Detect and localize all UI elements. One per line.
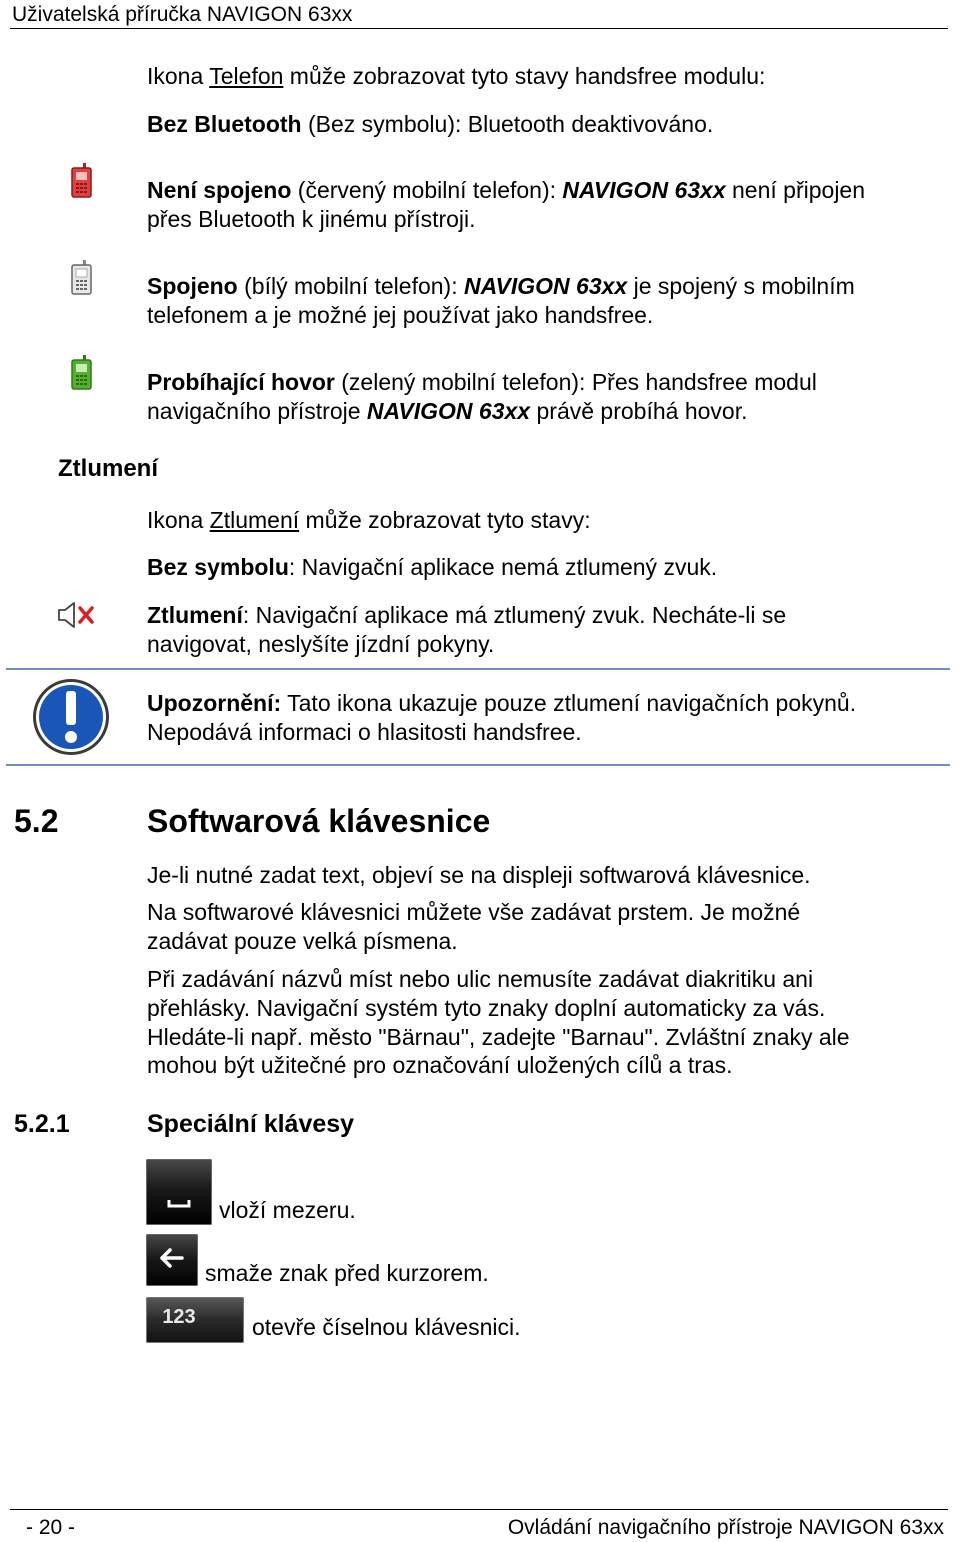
s52-p3-l1: Při zadávání názvů míst nebo ulic nemusíte zadávat diakritiku ani <box>147 966 814 992</box>
numeric-key-icon <box>146 1297 244 1343</box>
note-rule-top <box>6 668 950 670</box>
ztlumeni-link[interactable]: Ztlumení <box>209 507 300 533</box>
muted-line2: navigovat, neslyšíte jízdní pokyny. <box>147 631 495 657</box>
bez-bluetooth-text: Bez Bluetooth (Bez symbolu): Bluetooth deaktivováno. <box>147 111 714 137</box>
section-521-number: 5.2.1 <box>14 1110 70 1138</box>
numeric-key-text: 123 <box>162 1306 196 1328</box>
space-key-icon <box>146 1159 212 1225</box>
telefon-intro: Ikona Telefon může zobrazovat tyto stavy handsfree modulu: <box>147 63 766 89</box>
footer-page-number: - 20 - <box>26 1516 76 1539</box>
phone-red-icon <box>70 163 94 204</box>
backspace-key-label: smaže znak před kurzorem. <box>205 1260 489 1286</box>
space-key-label: vloží mezeru. <box>219 1197 356 1223</box>
section-521-title: Speciální klávesy <box>147 1110 355 1138</box>
s52-p1: Je-li nutné zadat text, objeví se na displeji softwarová klávesnice. <box>147 862 811 888</box>
ztlumeni-heading: Ztlumení <box>58 455 158 482</box>
footer-chapter: Ovládání navigačního přístroje NAVIGON 63xx <box>507 1516 944 1539</box>
nespojeno-line1: Není spojeno (červený mobilní telefon): NAVIGON 63xx není připojen <box>147 177 866 203</box>
muted-line1: Ztlumení: Navigační aplikace má ztlumený zvuk. Necháte-li se <box>147 602 787 628</box>
mute-icon <box>56 600 98 635</box>
s52-p2-l2: zadávat pouze velká písmena. <box>147 928 458 954</box>
ztlumeni-intro: Ikona Ztlumení může zobrazovat tyto stavy: <box>147 507 591 533</box>
s52-p3-l2: přehlásky. Navigační systém tyto znaky doplní automaticky za vás. <box>147 995 826 1021</box>
warning-icon <box>31 677 111 762</box>
phone-white-icon <box>70 260 94 301</box>
telefon-link[interactable]: Telefon <box>209 63 284 89</box>
note-line2: Nepodává informaci o hlasitosti handsfree. <box>147 719 582 745</box>
phone-green-icon <box>70 355 94 396</box>
numeric-key-label: otevře číselnou klávesnici. <box>252 1314 521 1340</box>
header-title: Uživatelská příručka NAVIGON 63xx <box>12 3 353 26</box>
hovor-line1: Probíhající hovor (zelený mobilní telefon): Přes handsfree modul <box>147 369 817 395</box>
header-rule <box>10 28 948 29</box>
section-52-number: 5.2 <box>14 803 59 839</box>
s52-p2-l1: Na softwarové klávesnici můžete vše zadávat prstem. Je možné <box>147 899 801 925</box>
nespojeno-line2: přes Bluetooth k jinému přístroji. <box>147 206 476 232</box>
backspace-key-icon <box>146 1234 198 1286</box>
footer-rule <box>10 1509 948 1510</box>
spojeno-line1: Spojeno (bílý mobilní telefon): NAVIGON 63xx je spojený s mobilním <box>147 273 855 299</box>
section-52-title: Softwarová klávesnice <box>147 803 491 839</box>
s52-p3-l4: mohou být užitečné pro označování uložených cílů a tras. <box>147 1052 733 1078</box>
note-rule-bottom <box>6 764 950 766</box>
spojeno-line2: telefonem a je možné jej používat jako handsfree. <box>147 302 654 328</box>
s52-p3-l3: Hledáte-li např. město "Bärnau", zadejte "Barnau". Zvláštní znaky ale <box>147 1024 850 1050</box>
note-line1: Upozornění: Tato ikona ukazuje pouze ztlumení navigačních pokynů. <box>147 690 857 716</box>
bez-symbolu-text: Bez symbolu: Navigační aplikace nemá ztlumený zvuk. <box>147 554 718 580</box>
hovor-line2: navigačního přístroje NAVIGON 63xx právě probíhá hovor. <box>147 398 748 424</box>
